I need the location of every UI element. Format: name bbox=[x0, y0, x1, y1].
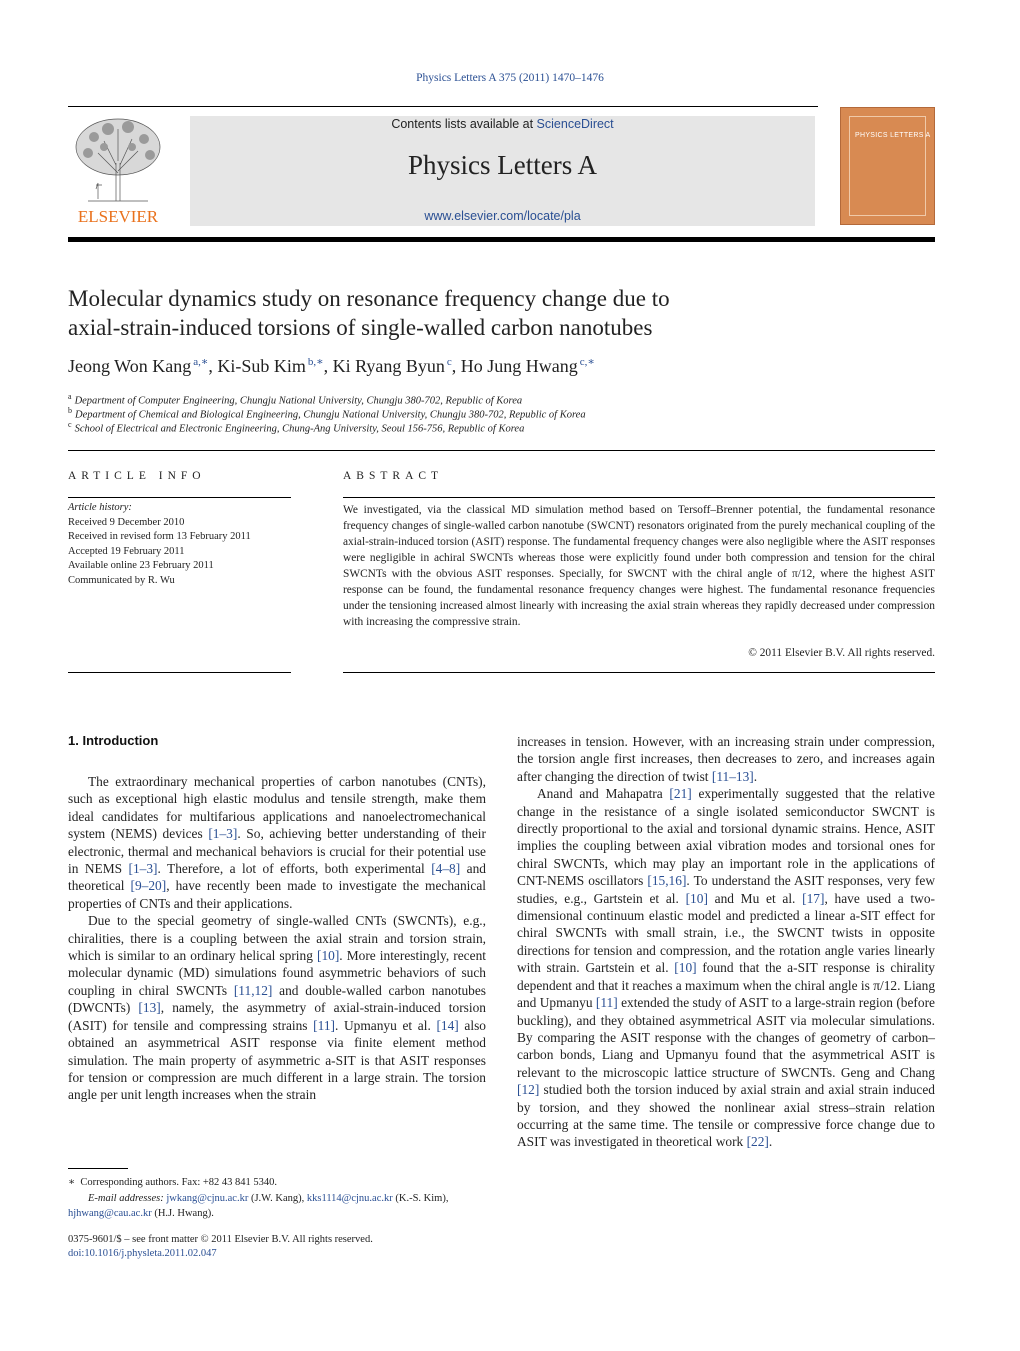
text-run: found that the a-SIT response is chirality dependent and that it reaches a maximum when the chiral angle is π/12. Liang and Upmanyu bbox=[517, 960, 936, 1011]
section-heading: 1. Introduction bbox=[68, 733, 159, 748]
affiliation-text: Department of Computer Engineering, Chungju National University, Chungju 380-702, Republic of Korea bbox=[74, 395, 523, 407]
paragraph bbox=[517, 733, 935, 785]
journal-cover-thumbnail[interactable] bbox=[840, 107, 935, 225]
text-run: , have used a two-dimensional continuum elastic model and predicted a linear a-SIT effect for chiral SWCNTs with small strain, i.e., the SWCNT twists in opposite directions for tension and compression, and the rotation angle varies linearly with strain. Gartstein et al. bbox=[517, 890, 935, 976]
affiliation-mark: c bbox=[68, 420, 72, 429]
abstract-copyright: © 2011 Elsevier B.V. All rights reserved. bbox=[748, 647, 935, 659]
citation-link[interactable]: [11,12] bbox=[233, 982, 273, 998]
journal-url-link[interactable]: www.elsevier.com/locate/pla bbox=[424, 209, 581, 223]
citation-link[interactable]: [10] bbox=[316, 948, 340, 964]
text-run: studied both the torsion induced by axial strain and axial strain induced by torsion, and they showed the nonlinear axial stress–strain relation occurring at the same time. The tensile or compressive force change due to ASIT was investigated in theoretical work bbox=[517, 1082, 935, 1150]
text-run: and double-walled carbon nanotubes (DWCNTs) bbox=[68, 982, 486, 1016]
text-run: Due to the special geometry of single-walled CNTs (SWCNTs), e.g., chiralities, there is a coupling between the axial strain and torsion strain, which is similar to an ordinary helical spring bbox=[68, 913, 486, 964]
header-rule bbox=[68, 106, 818, 107]
text-run: . bbox=[768, 1134, 773, 1150]
author-separator: , bbox=[208, 356, 218, 376]
doi-link[interactable]: doi:10.1016/j.physleta.2011.02.047 bbox=[68, 1248, 217, 1259]
article-history bbox=[68, 501, 291, 588]
tree-logo-icon bbox=[68, 113, 168, 225]
email-owner: (K.-S. Kim), bbox=[392, 1192, 449, 1204]
author-name: Ki-Sub Kim bbox=[217, 356, 306, 376]
issn-block bbox=[68, 1233, 488, 1261]
title-block-rule bbox=[68, 450, 935, 451]
elsevier-wordmark: ELSEVIER bbox=[77, 207, 159, 225]
contents-prefix: Contents lists available at bbox=[391, 117, 537, 131]
affiliation-mark: b bbox=[68, 406, 72, 415]
citation-link[interactable]: [1–3] bbox=[128, 861, 158, 877]
article-info-rule bbox=[68, 497, 291, 498]
online-date: Available online 23 February 2011 bbox=[68, 560, 214, 571]
left-column bbox=[68, 773, 486, 1104]
citation-link[interactable]: [15,16] bbox=[647, 873, 687, 889]
citation-link[interactable]: [13] bbox=[138, 1000, 161, 1016]
affiliation-text: Department of Chemical and Biological Engineering, Chungju National University, Chungju 380-702, Republic of Korea bbox=[75, 409, 586, 421]
title-line-1: Molecular dynamics study on resonance frequency change due to bbox=[68, 286, 670, 311]
journal-reference[interactable]: Physics Letters A 375 (2011) 1470–1476 bbox=[416, 72, 604, 84]
email-line bbox=[68, 1191, 488, 1207]
title-line-2: axial-strain-induced torsions of single-walled carbon nanotubes bbox=[68, 315, 653, 340]
author-affil-mark[interactable]: c,∗ bbox=[579, 356, 595, 368]
contents-line bbox=[190, 117, 815, 131]
affiliation-text: School of Electrical and Electronic Engineering, Chung-Ang University, Seoul 156-756, Republic of Korea bbox=[74, 423, 525, 435]
author-affil-mark[interactable]: b,∗ bbox=[307, 356, 324, 368]
abstract-heading: ABSTRACT bbox=[343, 470, 444, 482]
citation-link[interactable]: [1–3] bbox=[208, 826, 238, 842]
email-line bbox=[68, 1206, 488, 1222]
corresponding-text: Corresponding authors. Fax: +82 43 841 5340. bbox=[80, 1177, 278, 1188]
citation-link[interactable]: [12] bbox=[517, 1082, 540, 1098]
citation-link[interactable]: [21] bbox=[669, 786, 692, 802]
text-run: . Upmanyu et al. bbox=[334, 1017, 437, 1033]
author-separator: , bbox=[451, 356, 461, 376]
paragraph bbox=[68, 912, 486, 1103]
journal-name: Physics Letters A bbox=[408, 150, 597, 180]
affiliation-b bbox=[68, 406, 928, 421]
header-thick-rule bbox=[68, 237, 935, 242]
accepted-date: Accepted 19 February 2011 bbox=[68, 545, 185, 557]
email-owner: (J.W. Kang), bbox=[248, 1192, 307, 1204]
paragraph bbox=[517, 785, 935, 1151]
cover-title: PHYSICS LETTERS A bbox=[855, 132, 931, 139]
author-name: Ki Ryang Byun bbox=[332, 356, 445, 376]
paper-title bbox=[68, 284, 928, 342]
text-run: . Therefore, a lot of efforts, both experimental bbox=[157, 861, 432, 877]
text-run: and Mu et al. bbox=[707, 890, 803, 906]
citation-link[interactable]: [17] bbox=[802, 890, 825, 906]
email-link[interactable]: jwkang@cjnu.ac.kr bbox=[166, 1192, 249, 1204]
abstract-text: We investigated, via the classical MD simulation method based on Tersoff–Brenner potential, the fundamental resonance frequency changes of single-walled carbon nanotube (SWCNT) resonators originated from the purely mechanical coupling of the axial-strain-induced torsion (ASIT) response. The fundamental frequency changes were also negligible where the ASIT responses were negligible in achiral SWCNTs whereas those were explicitly found under both compression and tension for the chiral SWCNTs with the obvious ASIT responses. Specially, for SWCNT with the chiral angle of π/12, where the highest ASIT response can be found, the fundamental resonance frequency changes were highest. The fundamental resonance frequencies under the tensioning increased almost linearly with increasing the axial strain whereas they rapidly decreased under compression with increasing the compressive strain. bbox=[343, 504, 935, 628]
communicated-by: Communicated by R. Wu bbox=[68, 574, 175, 586]
footnote bbox=[68, 1175, 488, 1222]
author-list bbox=[68, 355, 928, 377]
sciencedirect-link[interactable]: ScienceDirect bbox=[536, 117, 614, 131]
text-run: experimentally suggested that the relative change in the resistance of a single isolated semiconductor SWCNT is directly proportional to the axial and torsional dynamic strains. Hence, ASIT implies the coupling between axial vibration modes and torsional ones for chiral SWCNTs, which may play an important role in the applications of CNT-NEMS oscillators bbox=[517, 786, 935, 889]
abstract-bottom-rule bbox=[343, 672, 935, 673]
affiliation-c bbox=[68, 420, 928, 435]
citation-link[interactable]: [10] bbox=[674, 960, 697, 976]
text-run: The extraordinary mechanical properties of carbon nanotubes (CNTs), such as exceptional high elastic modulus and tensile strength, make them ideal candidates for multifarious applications and nanoelectromechanical system (NEMS) devices bbox=[68, 774, 486, 842]
email-link[interactable]: hjhwang@cau.ac.kr bbox=[68, 1208, 152, 1219]
email-owner: (H.J. Hwang). bbox=[151, 1208, 214, 1219]
history-label: Article history: bbox=[68, 502, 132, 513]
text-run: increases in tension. However, with an increasing strain under compression, the torsion angle first increases, then decreases to zero, and increases again after changing the direction of twist bbox=[517, 734, 935, 784]
right-column bbox=[517, 733, 935, 1151]
text-run: also obtained an asymmetrical ASIT response via finite element method simulation. The main property of asymmetric a-SIT is that ASIT responses for tension or compression are much different in a large strain. The torsion angle per unit length increases when the strain bbox=[68, 1017, 486, 1103]
email-label: E-mail addresses: bbox=[88, 1192, 164, 1204]
elsevier-logo[interactable] bbox=[68, 113, 168, 225]
citation-link[interactable]: [9–20] bbox=[130, 878, 167, 894]
citation-link[interactable]: [22] bbox=[746, 1134, 769, 1150]
text-run: and theoretical bbox=[68, 861, 486, 894]
footnote-star: ∗ bbox=[68, 1177, 76, 1188]
issn-line: 0375-9601/$ – see front matter © 2011 Elsevier B.V. All rights reserved. bbox=[68, 1234, 373, 1245]
citation-link[interactable]: [4–8] bbox=[431, 861, 461, 877]
author-affil-mark[interactable]: a,∗ bbox=[193, 356, 209, 368]
text-run: , namely, the asymmetry of axial-strain-induced torsion (ASIT) for tensile and compressing strains bbox=[68, 1000, 486, 1033]
article-info-heading: ARTICLE INFO bbox=[68, 470, 206, 482]
footnote-rule bbox=[68, 1168, 128, 1169]
citation-link[interactable]: [11] bbox=[595, 995, 618, 1011]
citation-link[interactable]: [11] bbox=[313, 1017, 335, 1033]
citation-link[interactable]: [11–13] bbox=[711, 768, 754, 784]
revised-date: Received in revised form 13 February 2011 bbox=[68, 531, 251, 542]
author-separator: , bbox=[323, 356, 333, 376]
text-run: . More interestingly, recent molecular dynamic (MD) simulations found asymmetric behaviors of such coupling in chiral SWCNTs bbox=[68, 948, 486, 998]
author-name: Ho Jung Hwang bbox=[460, 356, 578, 376]
corresponding-note bbox=[68, 1175, 488, 1191]
article-info-bottom-rule bbox=[68, 672, 291, 673]
affiliation-a bbox=[68, 392, 928, 407]
abstract-rule bbox=[343, 497, 935, 498]
affiliation-mark: a bbox=[68, 392, 72, 401]
cover-frame bbox=[849, 116, 926, 216]
text-run: . bbox=[753, 768, 758, 784]
text-run: extended the study of ASIT to a large-strain region (before buckling), and they obtained asymmetrical ASIT via molecular simulations. By comparing the ASIT response with the changes of geometry of carbon–carbon bonds, Liang and Upmanyu found that the asymmetrical ASIT is relevant to the microscopic lattice structure of SWCNTs. Geng and Chang bbox=[517, 995, 935, 1080]
text-run: Anand and Mahapatra bbox=[537, 786, 670, 802]
text-run: . To understand the ASIT responses, very few studies, e.g., Gartstein et al. bbox=[517, 873, 935, 906]
received-date: Received 9 December 2010 bbox=[68, 516, 185, 528]
paragraph bbox=[68, 773, 486, 912]
text-run: . So, achieving better understanding of their electronic, thermal and mechanical behaviors is crucial for their potential use in NEMS bbox=[68, 826, 486, 877]
author-affil-mark[interactable]: c bbox=[446, 356, 452, 368]
email-link[interactable]: kks1114@cjnu.ac.kr bbox=[306, 1192, 393, 1204]
citation-link[interactable]: [10] bbox=[685, 890, 708, 906]
text-run: , have recently been made to investigate the mechanical properties of CNTs and their applications. bbox=[68, 878, 486, 911]
author-name: Jeong Won Kang bbox=[68, 356, 192, 376]
citation-link[interactable]: [14] bbox=[436, 1017, 459, 1033]
